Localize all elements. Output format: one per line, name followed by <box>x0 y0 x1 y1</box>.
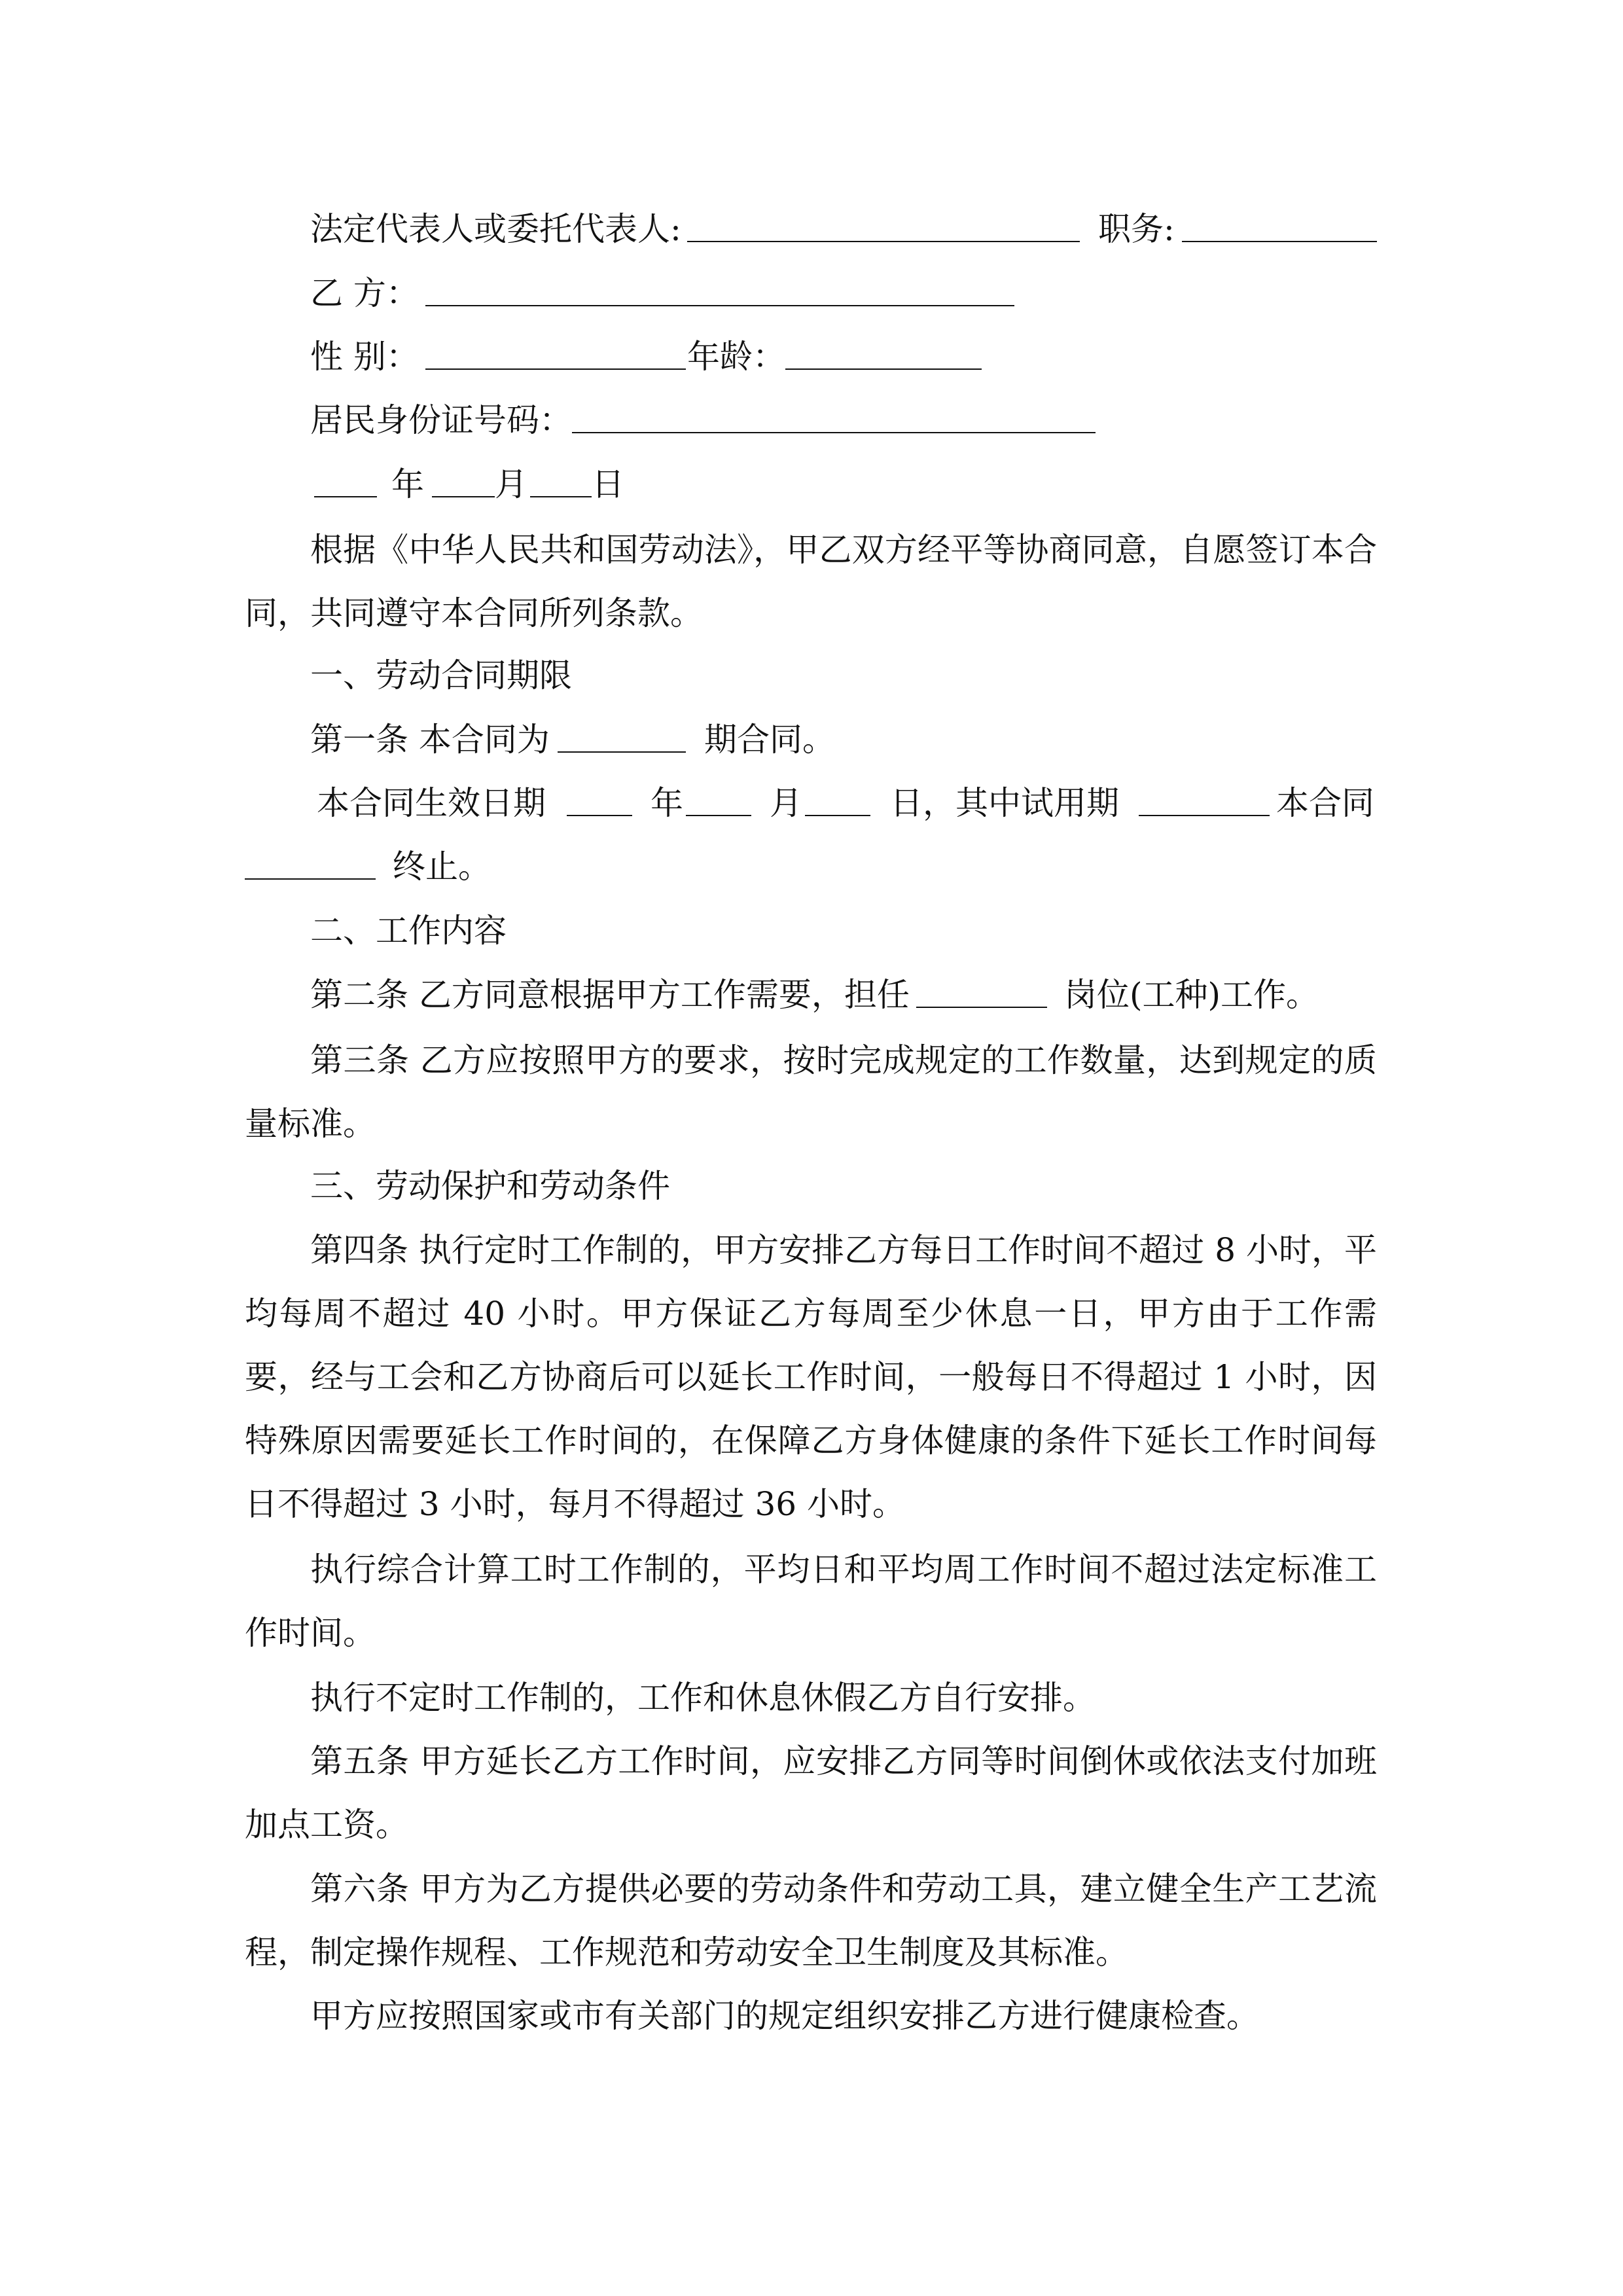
section-1-heading-row <box>0 649 1623 702</box>
section-2-heading: 二、工作内容 <box>310 912 507 950</box>
age-blank[interactable] <box>785 368 982 370</box>
position-label: 职务: <box>1098 210 1175 248</box>
party-b-label: 乙 方： <box>310 274 419 312</box>
health-check-paragraph: 甲方应按照国家或市有关部门的规定组织安排乙方进行健康检查。 <box>310 1997 1259 2035</box>
date-day-blank[interactable] <box>530 496 592 497</box>
effective-month-label: 月 <box>770 784 802 822</box>
article-1-row <box>0 713 1623 766</box>
termination-text: 终止。 <box>393 848 491 886</box>
effective-month-blank[interactable] <box>686 815 751 816</box>
date-day-label: 日 <box>592 465 624 503</box>
section-2-heading-row <box>0 905 1623 957</box>
section-3-heading-row <box>0 1160 1623 1212</box>
contract-term-blank[interactable] <box>558 751 686 753</box>
date-year-label: 年 <box>391 465 424 503</box>
termination-blank[interactable] <box>245 878 376 880</box>
intro-paragraph: 根据《中华人民共和国劳动法》，甲乙双方经平等协商同意，自愿签订本合同，共同遵守本合同所列条款。 <box>245 531 1377 632</box>
article-2-prefix: 第二条 乙方同意根据甲方工作需要，担任 <box>310 976 910 1014</box>
id-number-row <box>0 394 1623 446</box>
article-6-paragraph: 第六条 甲方为乙方提供必要的劳动条件和劳动工具，建立健全生产工艺流程，制定操作规程、工作规范和劳动安全卫生制度及其标准。 <box>245 1870 1377 1971</box>
article-5-paragraph: 第五条 甲方延长乙方工作时间，应安排乙方同等时间倒休或依法支付加班加点工资。 <box>245 1742 1377 1844</box>
legal-rep-row <box>0 203 1623 255</box>
id-number-blank[interactable] <box>572 432 1096 433</box>
article-1-suffix: 期合同。 <box>704 721 835 759</box>
legal-rep-blank[interactable] <box>687 241 1080 242</box>
party-b-row <box>0 267 1623 319</box>
id-number-label: 居民身份证号码： <box>310 401 572 439</box>
age-label: 年龄： <box>687 338 785 376</box>
termination-row <box>0 840 1623 893</box>
article-2-suffix: 岗位(工种)工作。 <box>1064 976 1319 1014</box>
effective-day-label: 日，其中试用期 <box>890 784 1119 822</box>
gender-age-row <box>0 331 1623 383</box>
effective-year-blank[interactable] <box>567 815 632 816</box>
effective-day-blank[interactable] <box>805 815 870 816</box>
party-b-blank[interactable] <box>425 305 1014 306</box>
section-1-heading: 一、劳动合同期限 <box>310 656 572 694</box>
date-row <box>0 458 1623 511</box>
legal-rep-label: 法定代表人或委托代表人: <box>310 210 681 248</box>
article-1-prefix: 第一条 本合同为 <box>310 721 550 759</box>
position-blank[interactable] <box>1182 241 1377 242</box>
effective-date-row <box>0 777 1623 829</box>
date-year-blank[interactable] <box>314 496 377 497</box>
article-3-paragraph: 第三条 乙方应按照甲方的要求，按时完成规定的工作数量，达到规定的质量标准。 <box>245 1041 1377 1143</box>
effective-date-prefix: 本合同生效日期 <box>317 784 546 822</box>
comprehensive-hours-paragraph: 执行综合计算工时工作制的，平均日和平均周工作时间不超过法定标准工作时间。 <box>245 1551 1377 1652</box>
date-month-blank[interactable] <box>432 496 495 497</box>
effective-tail: 本合同 <box>1276 784 1374 822</box>
date-month-label: 月 <box>495 465 527 503</box>
effective-year-label: 年 <box>651 784 683 822</box>
flexible-hours-paragraph: 执行不定时工作制的，工作和休息休假乙方自行安排。 <box>310 1679 1096 1717</box>
gender-label: 性 别： <box>310 338 419 376</box>
job-position-blank[interactable] <box>916 1007 1047 1008</box>
section-3-heading: 三、劳动保护和劳动条件 <box>310 1167 670 1205</box>
article-4-paragraph: 第四条 执行定时工作制的，甲方安排乙方每日工作时间不超过 8 小时，平均每周不超过 40 小时。甲方保证乙方每周至少休息一日，甲方由于工作需要，经与工会和乙方协商后可以延长工作时间，一般每日不得超过 1 小时，因特殊原因需要延长工作时间的，在保障乙方身体健康的条件下延长工作时间每日不得超过 3 小时，每月不得超过 36 小时。 <box>245 1231 1377 1523</box>
gender-blank[interactable] <box>425 368 686 370</box>
article-2-row <box>0 969 1623 1021</box>
probation-blank[interactable] <box>1139 815 1270 816</box>
